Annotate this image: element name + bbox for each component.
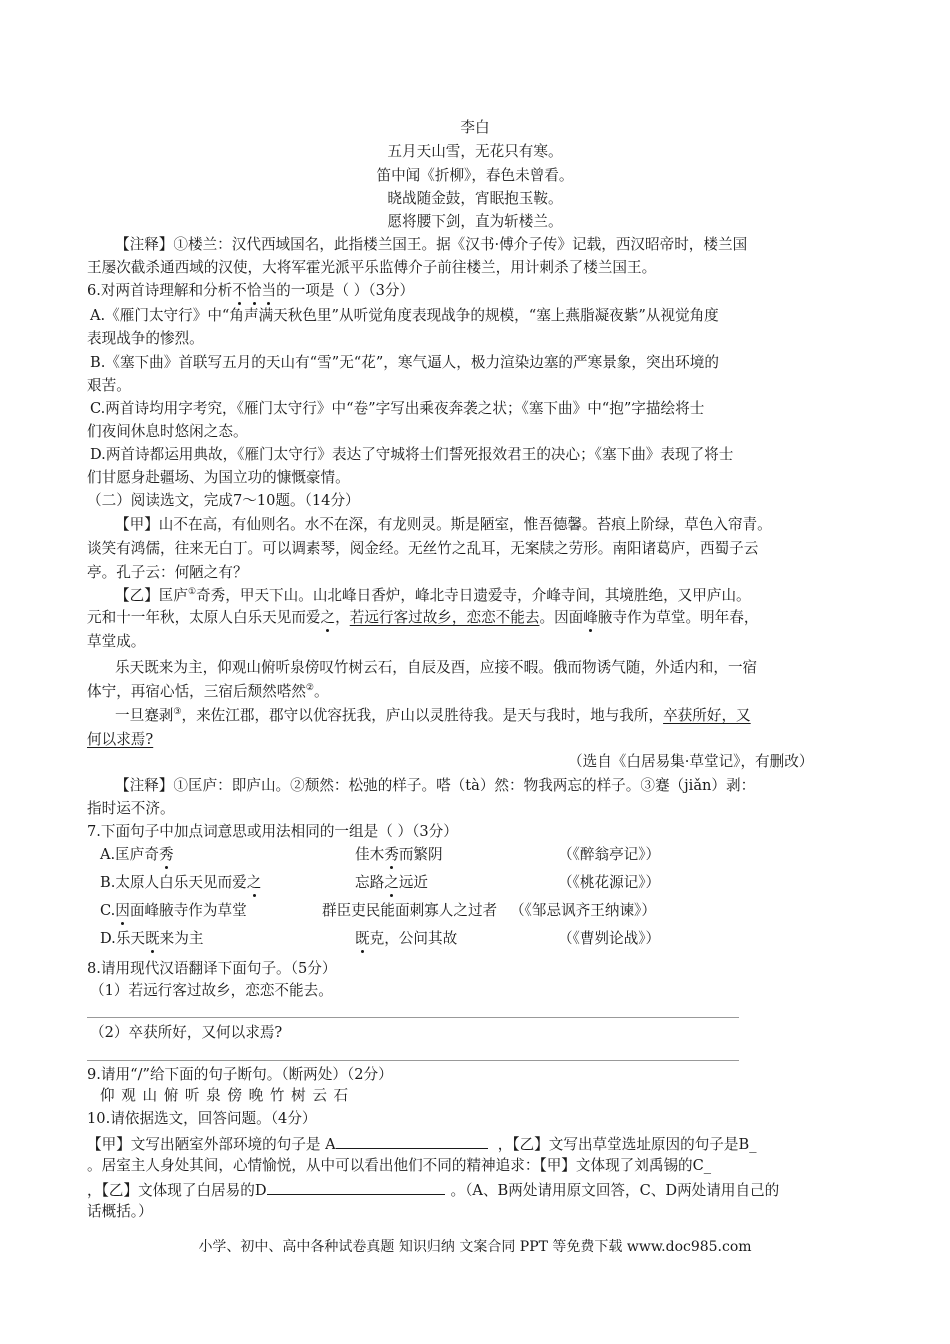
poem-note-line-2: 王屡次截杀通西域的汉使，大将军霍光派平乐监傅介子前往楼兰，用计刺杀了楼兰国王。 xyxy=(87,259,657,276)
q7-option-b-source: （《桃花源记》） xyxy=(558,874,661,891)
q8-answer-line-2[interactable] xyxy=(87,1060,739,1061)
q7-option-d-right: 既克，公问其故 xyxy=(355,930,458,947)
passage-yi-line-1: 【乙】匡庐①奇秀，甲天下山。山北峰日香炉，峰北寺日遗爱寺，介峰寺间，其境胜绝，又甲庐山。 xyxy=(115,587,751,604)
q7-option-c-source: （《邹忌讽齐王纳谏》） xyxy=(510,902,656,919)
q8-stem: 8.请用现代汉语翻译下面句子。（5分） xyxy=(87,960,337,977)
poem-line-1: 五月天山雪，无花只有寒。 xyxy=(387,143,563,160)
passage-source: （选自《白居易集·草堂记》，有删改） xyxy=(568,753,814,770)
q6-option-c-line-1: C.两首诗均用字考究，《雁门太守行》中“卷”字写出乘夜奔袭之状；《塞下曲》中“抱”字描绘将士 xyxy=(90,400,705,417)
passage-yi-para2-line-2: 体宁，再宿心恬，三宿后颓然嗒然②。 xyxy=(87,683,329,700)
page-footer: 小学、初中、高中各种试卷真题 知识归纳 文案合同 PPT 等免费下载 www.doc985.com xyxy=(198,1239,752,1255)
q6-option-d-line-2: 们甘愿身赴疆场、为国立功的慷慨豪情。 xyxy=(87,469,350,486)
q8-sentence-2: （2）卒获所好，又何以求焉? xyxy=(90,1024,283,1041)
passage-yi-para3-line-1: 一旦蹇剥③，来佐江郡，郡守以优容抚我，庐山以灵胜待我。是天与我时，地与我所，卒获所好，又 xyxy=(115,707,751,724)
passage-note-line-2: 指时运不济。 xyxy=(87,800,175,817)
underlined-sentence-1: 若远行客过故乡，恋恋不能去 xyxy=(349,609,540,626)
q10-line-3: ，【乙】文体现了白居易的D 。（A、B两处请用原文回答，C、D两处请用自己的 xyxy=(87,1182,780,1199)
q10-blank-a[interactable] xyxy=(336,1134,488,1149)
q7-option-a-left: A.匡庐奇秀 xyxy=(100,846,174,863)
q7-option-c-right: 群臣吏民能面刺寡人之过者 xyxy=(322,902,498,919)
q9-sentence: 仰 观 山 俯 听 泉 傍 晚 竹 树 云 石 xyxy=(100,1087,350,1104)
q10-stem: 10.请依据选文，回答问题。（4分） xyxy=(87,1110,317,1127)
q7-option-d-source: （《曹刿论战》） xyxy=(558,930,661,947)
q8-answer-line-1[interactable] xyxy=(87,1017,739,1018)
q10-line-4: 话概括。） xyxy=(87,1203,153,1220)
q7-option-d-left: D.乐天既来为主 xyxy=(100,930,204,947)
q6-option-b-line-1: B.《塞下曲》首联写五月的天山有“雪”无“花”，寒气逼人，极力渲染边塞的严寒景象，突出环境的 xyxy=(90,354,719,371)
passage-yi-para2-line-1: 乐天既来为主，仰观山俯听泉傍叹竹树云石，自辰及酉，应接不暇。俄而物诱气随，外适内和，一宿 xyxy=(115,659,758,676)
q8-sentence-1: （1）若远行客过故乡，恋恋不能去。 xyxy=(90,982,333,999)
q7-option-a-right: 佳木秀而繁阴 xyxy=(355,846,443,863)
poem-line-2: 笛中闻《折柳》，春色未曾看。 xyxy=(376,167,574,184)
passage-note-line-1: 【注释】①匡庐：即庐山。②颓然：松弛的样子。嗒（tà）然：物我两忘的样子。③蹇（jiǎn）剥： xyxy=(115,777,756,794)
passage-jia-line-1: 【甲】山不在高，有仙则名。水不在深，有龙则灵。斯是陋室，惟吾德馨。苔痕上阶绿，草色入帘青。 xyxy=(115,516,772,533)
passage-jia-line-3: 亭。孔子云：何陋之有？ xyxy=(87,564,248,581)
passage-yi-line-2: 元和十一年秋，太原人白乐天见而爱之，若远行客过故乡，恋恋不能去。因面峰腋寺作为草堂。明年春， xyxy=(87,609,759,626)
underlined-sentence-2b: 何以求焉? xyxy=(87,731,154,748)
q6-option-a-line-2: 表现战争的惨烈。 xyxy=(87,330,204,347)
q6-option-c-line-2: 们夜间休息时悠闲之态。 xyxy=(87,423,248,440)
poem-line-3: 晓战随金鼓，宵眠抱玉鞍。 xyxy=(387,190,563,207)
section-2-heading: （二）阅读选文，完成7～10题。（14分） xyxy=(87,492,360,509)
passage-yi-line-3: 草堂成。 xyxy=(87,633,146,650)
q6-stem: 6.对两首诗理解和分析不恰当的一项是（ ）（3分） xyxy=(87,282,415,299)
q6-option-b-line-2: 艰苦。 xyxy=(87,377,131,394)
poem-author: 李白 xyxy=(460,119,490,136)
q10-line-2: 。居室主人身处其间，心情愉悦，从中可以看出他们不同的精神追求：【甲】文体现了刘禹锡的C_ xyxy=(87,1157,712,1174)
q7-stem: 7.下面句子中加点词意思或用法相同的一组是（ ）（3分） xyxy=(87,823,458,840)
q7-option-b-right: 忘路之远近 xyxy=(355,874,429,891)
q10-line-1: 【甲】文写出陋室外部环境的句子是 A ，【乙】文写出草堂选址原因的句子是B_ xyxy=(87,1136,757,1153)
q7-option-c-left: C.因面峰腋寺作为草堂 xyxy=(100,902,247,919)
passage-jia-line-2: 谈笑有鸿儒，往来无白丁。可以调素琴，阅金经。无丝竹之乱耳，无案牍之劳形。南阳诸葛庐，西蜀子云 xyxy=(87,540,759,557)
passage-yi-para3-line-2 xyxy=(87,731,153,749)
underlined-sentence-2a: 卒获所好，又 xyxy=(663,707,751,724)
q7-option-b-left: B.太原人白乐天见而爱之 xyxy=(100,874,262,891)
q10-blank-d[interactable] xyxy=(267,1180,445,1195)
q9-stem: 9.请用“/”给下面的句子断句。（断两处）（2分） xyxy=(87,1066,393,1083)
poem-note-line-1: 【注释】①楼兰：汉代西域国名，此指楼兰国王。据《汉书·傅介子传》记载，西汉昭帝时，楼兰国 xyxy=(115,236,748,253)
q6-option-d-line-1: D.两首诗都运用典故，《雁门太守行》表达了守城将士们誓死报效君王的决心；《塞下曲》表现了将士 xyxy=(90,446,734,463)
q7-option-a-source: （《醉翁亭记》） xyxy=(558,846,661,863)
q6-option-a-line-1: A.《雁门太守行》中“角声满天秋色里”从听觉角度表现战争的规模，“塞上燕脂凝夜紫”从视觉角度 xyxy=(90,307,719,324)
poem-line-4: 愿将腰下剑，直为斩楼兰。 xyxy=(387,213,563,230)
